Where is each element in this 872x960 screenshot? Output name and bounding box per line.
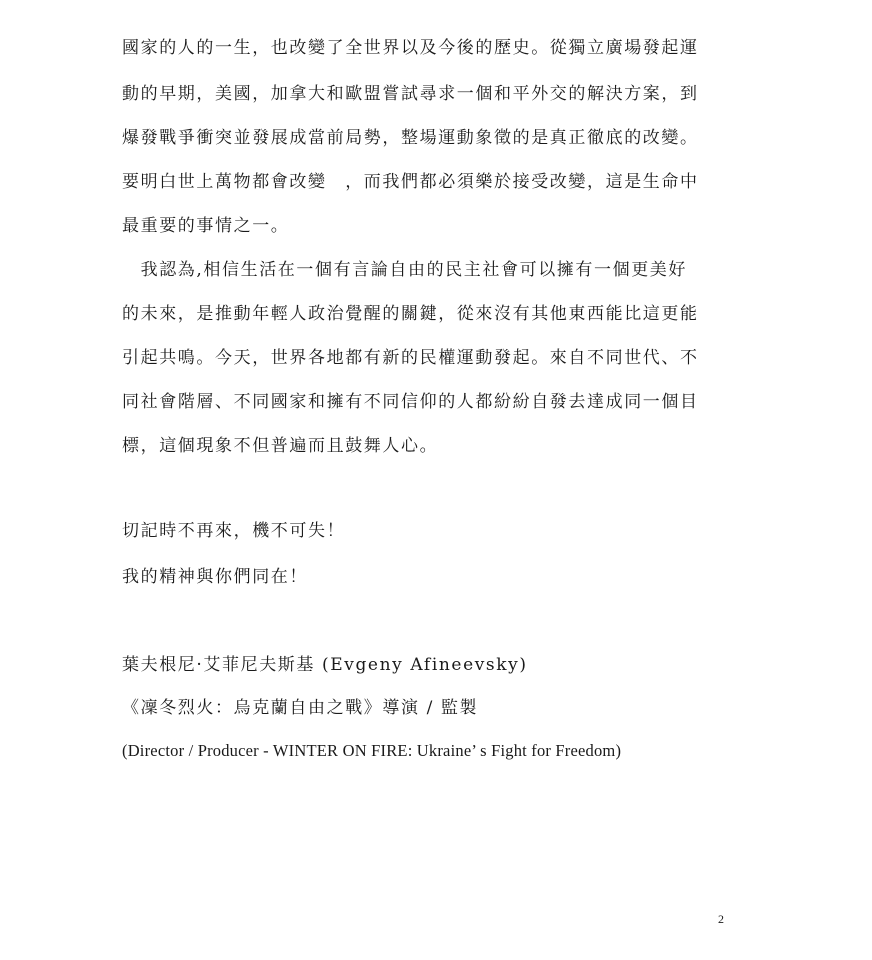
signature-title-en: (Director / Producer - WINTER ON FIRE: Ukraine’ s Fight for Freedom) bbox=[122, 741, 622, 760]
signature-name: 葉夫根尼·艾菲尼夫斯基 (Evgeny Afineevsky) bbox=[122, 655, 528, 675]
paragraph-1-line-3: 爆發戰爭衝突並發展成當前局勢，整場運動象徵的是真正徹底的改變。 bbox=[122, 128, 699, 148]
paragraph-2-line-3: 引起共鳴。今天，世界各地都有新的民權運動發起。來自不同世代、不 bbox=[122, 348, 699, 368]
signature-title-zh: 《凜冬烈火：烏克蘭自由之戰》導演 / 監製 bbox=[122, 698, 479, 718]
paragraph-1-line-5: 最重要的事情之一。 bbox=[122, 216, 290, 236]
paragraph-2-line-1: 我認為,相信生活在一個有言論自由的民主社會可以擁有一個更美好 bbox=[122, 260, 688, 280]
closing-line-1: 切記時不再來，機不可失！ bbox=[122, 521, 346, 541]
paragraph-2-line-4: 同社會階層、不同國家和擁有不同信仰的人都紛紛自發去達成同一個目 bbox=[122, 392, 699, 412]
paragraph-1-line-4: 要明白世上萬物都會改變 ，而我們都必須樂於接受改變，這是生命中 bbox=[122, 172, 699, 192]
closing-line-2: 我的精神與你們同在！ bbox=[122, 567, 308, 587]
paragraph-1-line-1: 國家的人的一生，也改變了全世界以及今後的歷史。從獨立廣場發起運 bbox=[122, 38, 699, 58]
paragraph-2-line-5: 標，這個現象不但普遍而且鼓舞人心。 bbox=[122, 436, 439, 456]
paragraph-2-line-2: 的未來，是推動年輕人政治覺醒的關鍵，從來沒有其他東西能比這更能 bbox=[122, 304, 699, 324]
paragraph-1-line-2: 動的早期，美國，加拿大和歐盟嘗試尋求一個和平外交的解決方案，到 bbox=[122, 84, 699, 104]
page-number: 2 bbox=[718, 912, 724, 926]
